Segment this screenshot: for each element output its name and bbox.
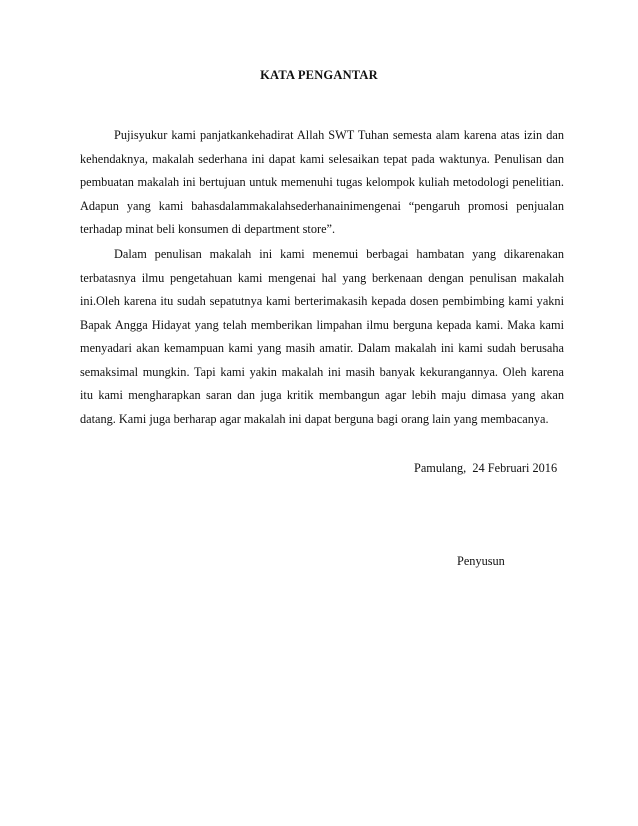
paragraph-line: Bapak Angga Hidayat yang telah memberikan limpahan ilmu berguna kepada kami. Maka kami [80,317,564,332]
author-signature-label: Penyusun [457,554,505,568]
paragraph-line: terhadap minat beli konsumen di department store”. [80,222,336,236]
paragraph-line: pembuatan makalah ini bertujuan untuk memenuhi tugas kelompok kuliah metodologi penelitian. [80,175,564,189]
paragraph-introduction [80,124,564,242]
paragraph-line: datang. Kami juga berharap agar makalah ini dapat berguna bagi orang lain yang membacanya. [80,411,549,426]
paragraph-line: menyadari akan kemampuan kami yang masih amatir. Dalam makalah ini kami sudah berusaha [80,341,564,355]
paragraph-line: Adapun yang kami bahasdalammakalahsederhanainimengenai “pengaruh promosi penjualan [80,198,564,213]
paragraph-line: terbatasnya ilmu pengetahuan kami mengenai hal yang berkenaan dengan penulisan makalah [80,270,564,285]
document-title: KATA PENGANTAR [260,68,378,82]
paragraph-line: Dalam penulisan makalah ini kami menemui berbagai hambatan yang dikarenakan [114,247,564,261]
paragraph-line: itu kami mengharapkan saran dan juga kritik membangun agar lebih maju dimasa yang akan [80,388,564,402]
paragraph-line: kehendaknya, makalah sederhana ini dapat kami selesaikan tepat pada waktunya. Penulisan dan [80,151,564,166]
paragraph-line: Pujisyukur kami panjatkankehadirat Allah SWT Tuhan semesta alam karena atas izin dan [114,128,564,142]
place-and-date: Pamulang, 24 Februari 2016 [414,461,558,475]
paragraph-line: ini.Oleh karena itu sudah sepatutnya kami berterimakasih kepada dosen pembimbing kami yakni [80,294,564,308]
paragraph-acknowledgement [80,243,564,431]
paragraph-line: semaksimal mungkin. Tapi kami yakin makalah ini masih banyak kekurangannya. Oleh karena [80,364,564,379]
